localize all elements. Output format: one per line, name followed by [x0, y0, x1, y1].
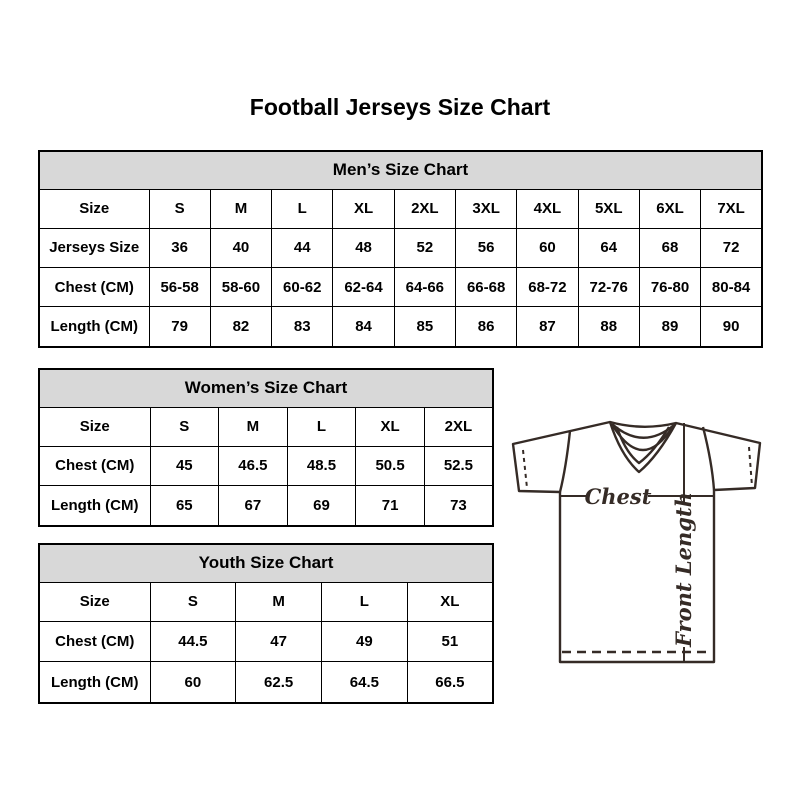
- table-title: Women’s Size Chart: [39, 369, 493, 407]
- table-cell: 44: [272, 228, 333, 267]
- table-cell: 40: [210, 228, 271, 267]
- table-cell: 69: [287, 486, 356, 526]
- table-cell: 60: [517, 228, 578, 267]
- youth-size-table: [38, 543, 494, 704]
- table-cell: 67: [219, 486, 288, 526]
- table-cell: 79: [149, 307, 210, 347]
- youth-size-chart: [38, 543, 494, 704]
- table-cell: 5XL: [578, 189, 639, 228]
- table-cell: 62-64: [333, 267, 394, 306]
- table-cell: 89: [639, 307, 700, 347]
- table-row: [39, 189, 762, 228]
- row-label: Length (CM): [39, 307, 149, 347]
- mens-size-table: [38, 150, 763, 348]
- table-cell: S: [150, 407, 219, 446]
- table-title-row: [39, 369, 493, 407]
- table-cell: 90: [701, 307, 762, 347]
- row-label: Chest (CM): [39, 267, 149, 306]
- jersey-outline-shape: [513, 422, 760, 662]
- row-label: Size: [39, 189, 149, 228]
- table-row: [39, 662, 493, 703]
- table-cell: 2XL: [394, 189, 455, 228]
- table-row: [39, 446, 493, 485]
- row-label: Size: [39, 407, 150, 446]
- table-cell: 64-66: [394, 267, 455, 306]
- table-title: Men’s Size Chart: [39, 151, 762, 189]
- table-cell: 46.5: [219, 446, 288, 485]
- table-cell: 50.5: [356, 446, 425, 485]
- table-cell: 56: [455, 228, 516, 267]
- table-cell: 66-68: [455, 267, 516, 306]
- table-cell: 64.5: [322, 662, 408, 703]
- front-length-label: Front Length: [671, 492, 696, 647]
- table-cell: 76-80: [639, 267, 700, 306]
- table-row: [39, 622, 493, 662]
- table-title-row: [39, 544, 493, 582]
- table-cell: 86: [455, 307, 516, 347]
- jersey-diagram: [500, 400, 780, 690]
- table-row: [39, 267, 762, 306]
- row-label: Jerseys Size: [39, 228, 149, 267]
- left-armhole-seam: [560, 431, 570, 492]
- table-title: Youth Size Chart: [39, 544, 493, 582]
- table-cell: 48: [333, 228, 394, 267]
- table-cell: 4XL: [517, 189, 578, 228]
- table-cell: 36: [149, 228, 210, 267]
- table-cell: 7XL: [701, 189, 762, 228]
- table-cell: 65: [150, 486, 219, 526]
- table-cell: M: [219, 407, 288, 446]
- right-cuff-stitch-line: [749, 447, 752, 486]
- table-row: [39, 307, 762, 347]
- table-cell: 88: [578, 307, 639, 347]
- table-cell: 45: [150, 446, 219, 485]
- table-cell: 60: [150, 662, 236, 703]
- table-cell: 51: [407, 622, 493, 662]
- womens-size-table: [38, 368, 494, 527]
- table-cell: 52: [394, 228, 455, 267]
- table-cell: 73: [424, 486, 493, 526]
- table-cell: 56-58: [149, 267, 210, 306]
- right-armhole-seam: [703, 427, 714, 490]
- table-cell: 44.5: [150, 622, 236, 662]
- table-cell: 71: [356, 486, 425, 526]
- page-title: Football Jerseys Size Chart: [249, 94, 551, 120]
- table-cell: M: [210, 189, 271, 228]
- table-cell: 85: [394, 307, 455, 347]
- table-cell: 82: [210, 307, 271, 347]
- table-row: [39, 407, 493, 446]
- row-label: Size: [39, 582, 150, 622]
- table-cell: M: [236, 582, 322, 622]
- table-cell: 64: [578, 228, 639, 267]
- table-cell: XL: [333, 189, 394, 228]
- table-cell: XL: [356, 407, 425, 446]
- row-label: Length (CM): [39, 662, 150, 703]
- left-cuff-stitch-line: [523, 450, 527, 488]
- table-cell: 60-62: [272, 267, 333, 306]
- row-label: Length (CM): [39, 486, 150, 526]
- table-cell: 72-76: [578, 267, 639, 306]
- chest-label: Chest: [584, 484, 652, 509]
- table-cell: L: [287, 407, 356, 446]
- table-cell: 2XL: [424, 407, 493, 446]
- table-cell: 68-72: [517, 267, 578, 306]
- table-cell: S: [150, 582, 236, 622]
- table-cell: 72: [701, 228, 762, 267]
- table-cell: 49: [322, 622, 408, 662]
- table-title-row: [39, 151, 762, 189]
- table-cell: 83: [272, 307, 333, 347]
- table-cell: 58-60: [210, 267, 271, 306]
- table-cell: 84: [333, 307, 394, 347]
- table-cell: L: [272, 189, 333, 228]
- table-cell: 48.5: [287, 446, 356, 485]
- table-cell: 6XL: [639, 189, 700, 228]
- table-cell: 52.5: [424, 446, 493, 485]
- row-label: Chest (CM): [39, 446, 150, 485]
- table-cell: 87: [517, 307, 578, 347]
- table-cell: 47: [236, 622, 322, 662]
- table-cell: 80-84: [701, 267, 762, 306]
- womens-size-chart: [38, 368, 494, 527]
- table-cell: 68: [639, 228, 700, 267]
- row-label: Chest (CM): [39, 622, 150, 662]
- table-cell: 66.5: [407, 662, 493, 703]
- table-cell: 3XL: [455, 189, 516, 228]
- table-cell: XL: [407, 582, 493, 622]
- mens-size-chart: [38, 150, 763, 348]
- table-row: [39, 228, 762, 267]
- table-cell: L: [322, 582, 408, 622]
- table-row: [39, 486, 493, 526]
- table-row: [39, 582, 493, 622]
- table-cell: 62.5: [236, 662, 322, 703]
- table-cell: S: [149, 189, 210, 228]
